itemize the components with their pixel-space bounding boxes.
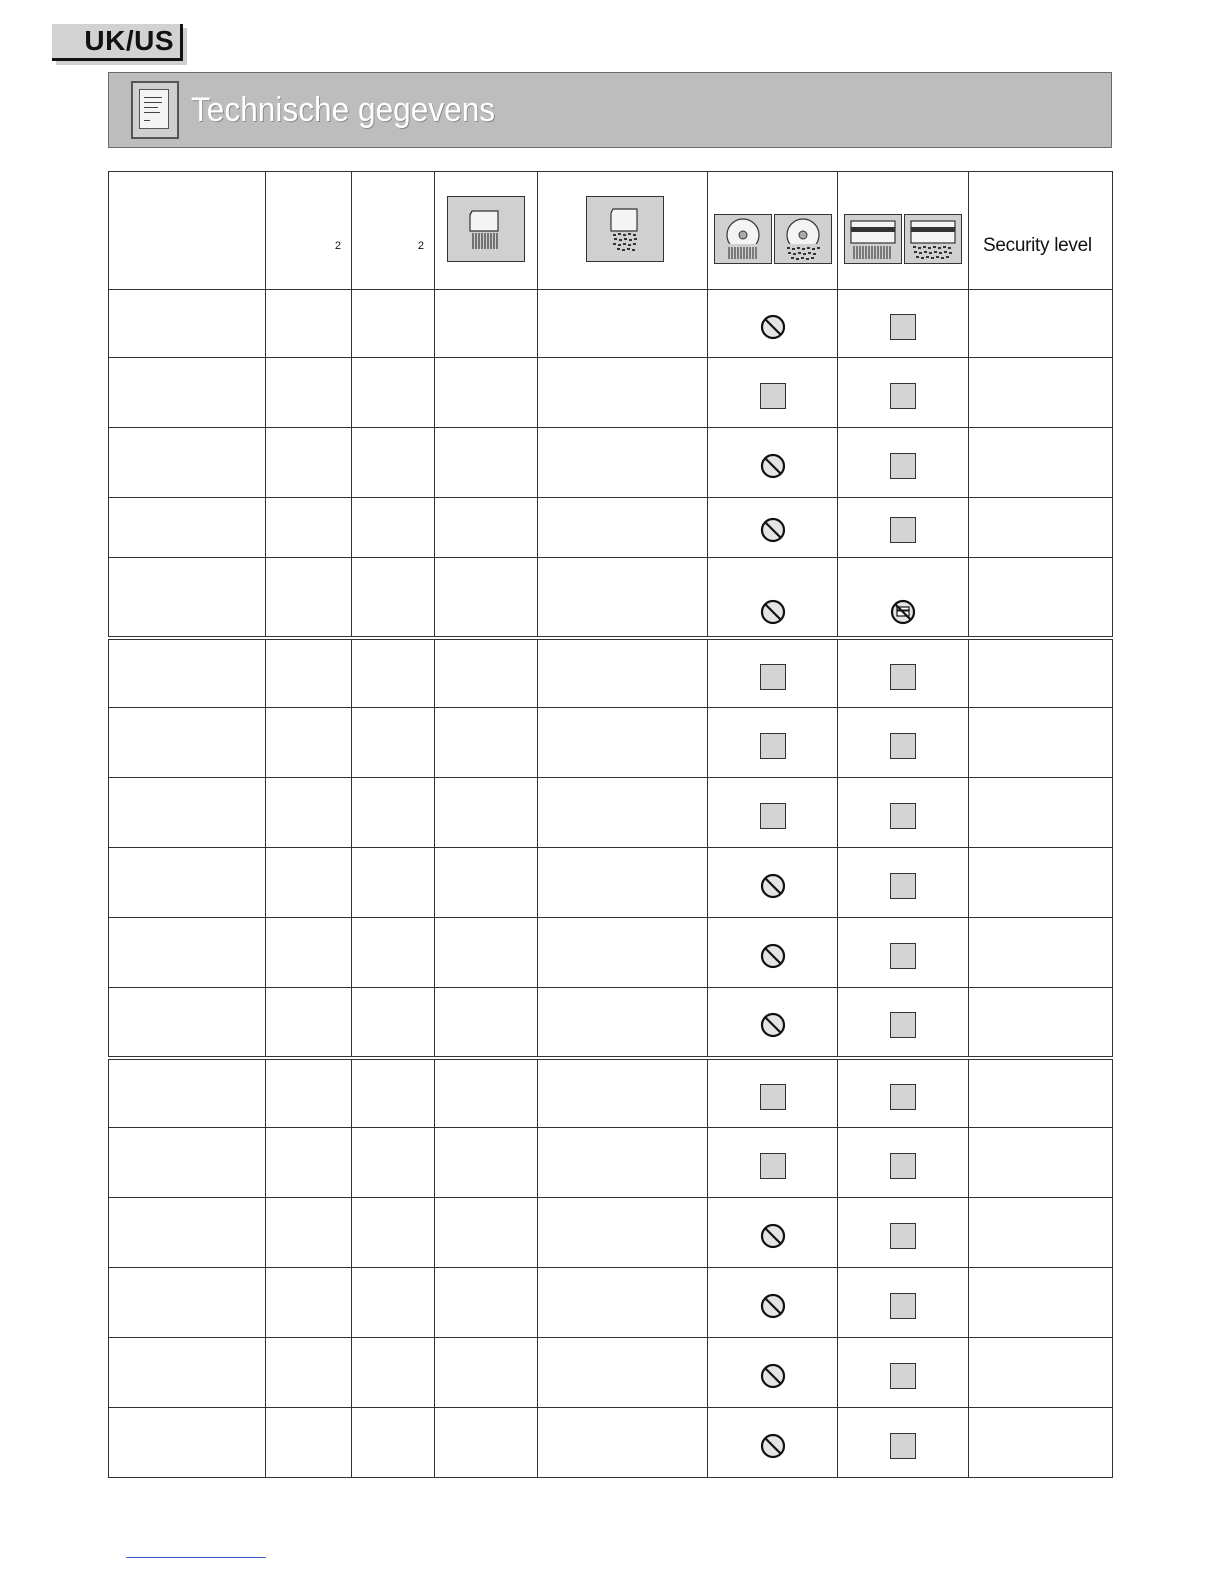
table-cell — [538, 918, 708, 988]
prohibited-icon — [760, 1223, 786, 1249]
table-cell — [266, 558, 352, 638]
table-cell — [838, 708, 969, 778]
prohibited-icon — [760, 453, 786, 479]
prohibited-icon — [760, 314, 786, 340]
header-cell-paper-weight — [352, 172, 435, 290]
table-cell — [266, 1408, 352, 1478]
table-cell — [109, 1268, 266, 1338]
table-cell — [538, 558, 708, 638]
table-cell — [538, 498, 708, 558]
superscript: 2 — [417, 240, 424, 252]
header-cell-cross-cut — [538, 172, 708, 290]
table-cell — [838, 848, 969, 918]
grey-square-icon — [890, 1223, 916, 1249]
table-header-row — [109, 172, 1113, 290]
table-cell — [838, 988, 969, 1058]
table-cell — [969, 498, 1113, 558]
table-row — [109, 1198, 1113, 1268]
table-cell — [838, 1268, 969, 1338]
table-cell — [969, 1058, 1113, 1128]
section-title-banner — [108, 72, 1112, 148]
table-row — [109, 1058, 1113, 1128]
table-cell — [538, 1058, 708, 1128]
table-cell — [538, 428, 708, 498]
table-cell — [266, 988, 352, 1058]
table-cell — [109, 778, 266, 848]
table-cell — [352, 1058, 435, 1128]
table-row — [109, 1268, 1113, 1338]
page-title: Technische gegevens — [191, 91, 496, 129]
table-cell — [838, 778, 969, 848]
table-cell — [352, 708, 435, 778]
table-cell — [435, 290, 538, 358]
table-cell — [352, 1268, 435, 1338]
table-row — [109, 638, 1113, 708]
spec-table — [108, 171, 1113, 1478]
table-cell — [838, 1058, 969, 1128]
table-cell — [266, 1198, 352, 1268]
table-cell — [352, 848, 435, 918]
table-cell — [969, 918, 1113, 988]
table-cell — [708, 1338, 838, 1408]
prohibited-icon — [760, 943, 786, 969]
prohibited-icon — [760, 1293, 786, 1319]
header-cell-model — [109, 172, 266, 290]
grey-square-icon — [760, 803, 786, 829]
grey-square-icon — [890, 1012, 916, 1038]
table-cell — [435, 1198, 538, 1268]
table-cell — [708, 1408, 838, 1478]
grey-square-icon — [890, 314, 916, 340]
table-cell — [435, 1268, 538, 1338]
header-cell-sheet-capacity — [266, 172, 352, 290]
table-cell — [109, 1058, 266, 1128]
table-cell — [708, 428, 838, 498]
table-cell — [538, 988, 708, 1058]
grey-square-icon — [890, 1363, 916, 1389]
table-cell — [969, 708, 1113, 778]
table-cell — [838, 498, 969, 558]
prohibited-icon — [760, 1433, 786, 1459]
table-cell — [538, 1268, 708, 1338]
table-cell — [708, 778, 838, 848]
grey-square-icon — [890, 873, 916, 899]
table-cell — [352, 358, 435, 428]
grey-square-icon — [890, 1293, 916, 1319]
table-cell — [838, 290, 969, 358]
table-cell — [352, 498, 435, 558]
table-cell — [352, 1338, 435, 1408]
table-cell — [969, 428, 1113, 498]
table-cell — [109, 1198, 266, 1268]
table-cell — [109, 988, 266, 1058]
table-cell — [435, 498, 538, 558]
prohibited-icon — [760, 1012, 786, 1038]
grey-square-icon — [760, 664, 786, 690]
table-cell — [266, 1338, 352, 1408]
table-cell — [352, 778, 435, 848]
table-cell — [109, 498, 266, 558]
table-row — [109, 498, 1113, 558]
table-row — [109, 1128, 1113, 1198]
table-cell — [435, 638, 538, 708]
table-cell — [266, 358, 352, 428]
table-cell — [838, 1198, 969, 1268]
table-cell — [538, 638, 708, 708]
table-cell — [435, 778, 538, 848]
table-cell — [708, 638, 838, 708]
table-cell — [266, 498, 352, 558]
table-cell — [435, 988, 538, 1058]
table-cell — [708, 1268, 838, 1338]
table-cell — [538, 358, 708, 428]
table-cell — [969, 1128, 1113, 1198]
table-cell — [708, 1198, 838, 1268]
header-cell-card-shredding — [838, 172, 969, 290]
footer-link-underline — [126, 1557, 266, 1558]
table-cell — [708, 848, 838, 918]
table-cell — [969, 558, 1113, 638]
table-cell — [708, 1128, 838, 1198]
table-cell — [838, 918, 969, 988]
table-cell — [266, 638, 352, 708]
table-cell — [435, 1408, 538, 1478]
table-cell — [435, 558, 538, 638]
grey-square-icon — [890, 453, 916, 479]
table-cell — [969, 290, 1113, 358]
table-cell — [969, 1338, 1113, 1408]
table-cell — [266, 708, 352, 778]
table-cell — [708, 708, 838, 778]
prohibited-card-icon — [890, 599, 916, 625]
security-level-label: Security level — [983, 235, 1092, 256]
table-cell — [838, 428, 969, 498]
header-cell-strip-cut — [435, 172, 538, 290]
table-cell — [969, 988, 1113, 1058]
grey-square-icon — [890, 517, 916, 543]
table-cell — [352, 290, 435, 358]
table-cell — [708, 918, 838, 988]
table-cell — [352, 1198, 435, 1268]
table-cell — [838, 638, 969, 708]
table-row — [109, 358, 1113, 428]
prohibited-icon — [760, 873, 786, 899]
cd-cross-icon — [774, 214, 832, 264]
table-cell — [969, 638, 1113, 708]
table-cell — [538, 1338, 708, 1408]
document-icon — [131, 81, 179, 139]
table-row — [109, 918, 1113, 988]
table-cell — [435, 1128, 538, 1198]
table-cell — [266, 778, 352, 848]
grey-square-icon — [890, 1153, 916, 1179]
table-cell — [538, 1128, 708, 1198]
grey-square-icon — [890, 733, 916, 759]
table-cell — [708, 558, 838, 638]
table-cell — [109, 638, 266, 708]
table-cell — [538, 1198, 708, 1268]
card-strip-icon — [844, 214, 902, 264]
table-cell — [838, 1408, 969, 1478]
table-cell — [838, 1128, 969, 1198]
grey-square-icon — [760, 733, 786, 759]
table-cell — [708, 358, 838, 428]
grey-square-icon — [760, 1153, 786, 1179]
table-cell — [352, 428, 435, 498]
table-cell — [708, 1058, 838, 1128]
table-cell — [435, 848, 538, 918]
table-row — [109, 1338, 1113, 1408]
grey-square-icon — [890, 383, 916, 409]
table-cell — [266, 918, 352, 988]
card-cross-icon — [904, 214, 962, 264]
table-row — [109, 988, 1113, 1058]
cd-strip-icon — [714, 214, 772, 264]
table-cell — [708, 290, 838, 358]
language-tag — [52, 24, 183, 61]
table-row — [109, 1408, 1113, 1478]
table-cell — [435, 708, 538, 778]
table-row — [109, 290, 1113, 358]
table-row — [109, 848, 1113, 918]
table-cell — [969, 1408, 1113, 1478]
table-cell — [435, 358, 538, 428]
table-cell — [708, 988, 838, 1058]
table-cell — [266, 848, 352, 918]
table-row — [109, 778, 1113, 848]
table-row — [109, 708, 1113, 778]
table-cell — [969, 778, 1113, 848]
table-cell — [969, 1198, 1113, 1268]
header-cell-cd-shredding — [708, 172, 838, 290]
table-cell — [708, 498, 838, 558]
table-cell — [109, 290, 266, 358]
table-cell — [838, 1338, 969, 1408]
table-cell — [838, 558, 969, 638]
table-cell — [838, 358, 969, 428]
grey-square-icon — [890, 1084, 916, 1110]
table-cell — [969, 358, 1113, 428]
table-cell — [266, 428, 352, 498]
table-cell — [109, 1338, 266, 1408]
table-cell — [538, 778, 708, 848]
table-cell — [109, 1408, 266, 1478]
table-cell — [266, 1128, 352, 1198]
table-cell — [969, 848, 1113, 918]
language-tag-label: UK/US — [84, 25, 174, 56]
prohibited-icon — [760, 517, 786, 543]
grey-square-icon — [760, 383, 786, 409]
table-cell — [352, 1408, 435, 1478]
grey-square-icon — [890, 664, 916, 690]
table-cell — [538, 848, 708, 918]
table-cell — [435, 1058, 538, 1128]
grey-square-icon — [890, 943, 916, 969]
table-cell — [266, 290, 352, 358]
table-cell — [352, 988, 435, 1058]
header-cell-security-level — [969, 172, 1113, 290]
grey-square-icon — [760, 1084, 786, 1110]
table-cell — [352, 1128, 435, 1198]
table-cell — [109, 558, 266, 638]
table-cell — [266, 1268, 352, 1338]
table-cell — [538, 290, 708, 358]
table-cell — [109, 1128, 266, 1198]
table-cell — [435, 918, 538, 988]
table-cell — [266, 1058, 352, 1128]
prohibited-icon — [760, 1363, 786, 1389]
superscript: 2 — [334, 240, 341, 252]
table-cell — [109, 358, 266, 428]
table-cell — [538, 708, 708, 778]
table-cell — [109, 848, 266, 918]
table-cell — [352, 558, 435, 638]
table-cell — [352, 918, 435, 988]
table-row — [109, 428, 1113, 498]
table-cell — [435, 428, 538, 498]
table-row — [109, 558, 1113, 638]
prohibited-icon — [760, 599, 786, 625]
strip-cut-paper-icon — [447, 196, 525, 262]
grey-square-icon — [890, 1433, 916, 1459]
table-cell — [969, 1268, 1113, 1338]
cross-cut-paper-icon — [586, 196, 664, 262]
table-cell — [538, 1408, 708, 1478]
table-cell — [352, 638, 435, 708]
table-cell — [435, 1338, 538, 1408]
table-cell — [109, 428, 266, 498]
table-cell — [109, 708, 266, 778]
table-cell — [109, 918, 266, 988]
grey-square-icon — [890, 803, 916, 829]
